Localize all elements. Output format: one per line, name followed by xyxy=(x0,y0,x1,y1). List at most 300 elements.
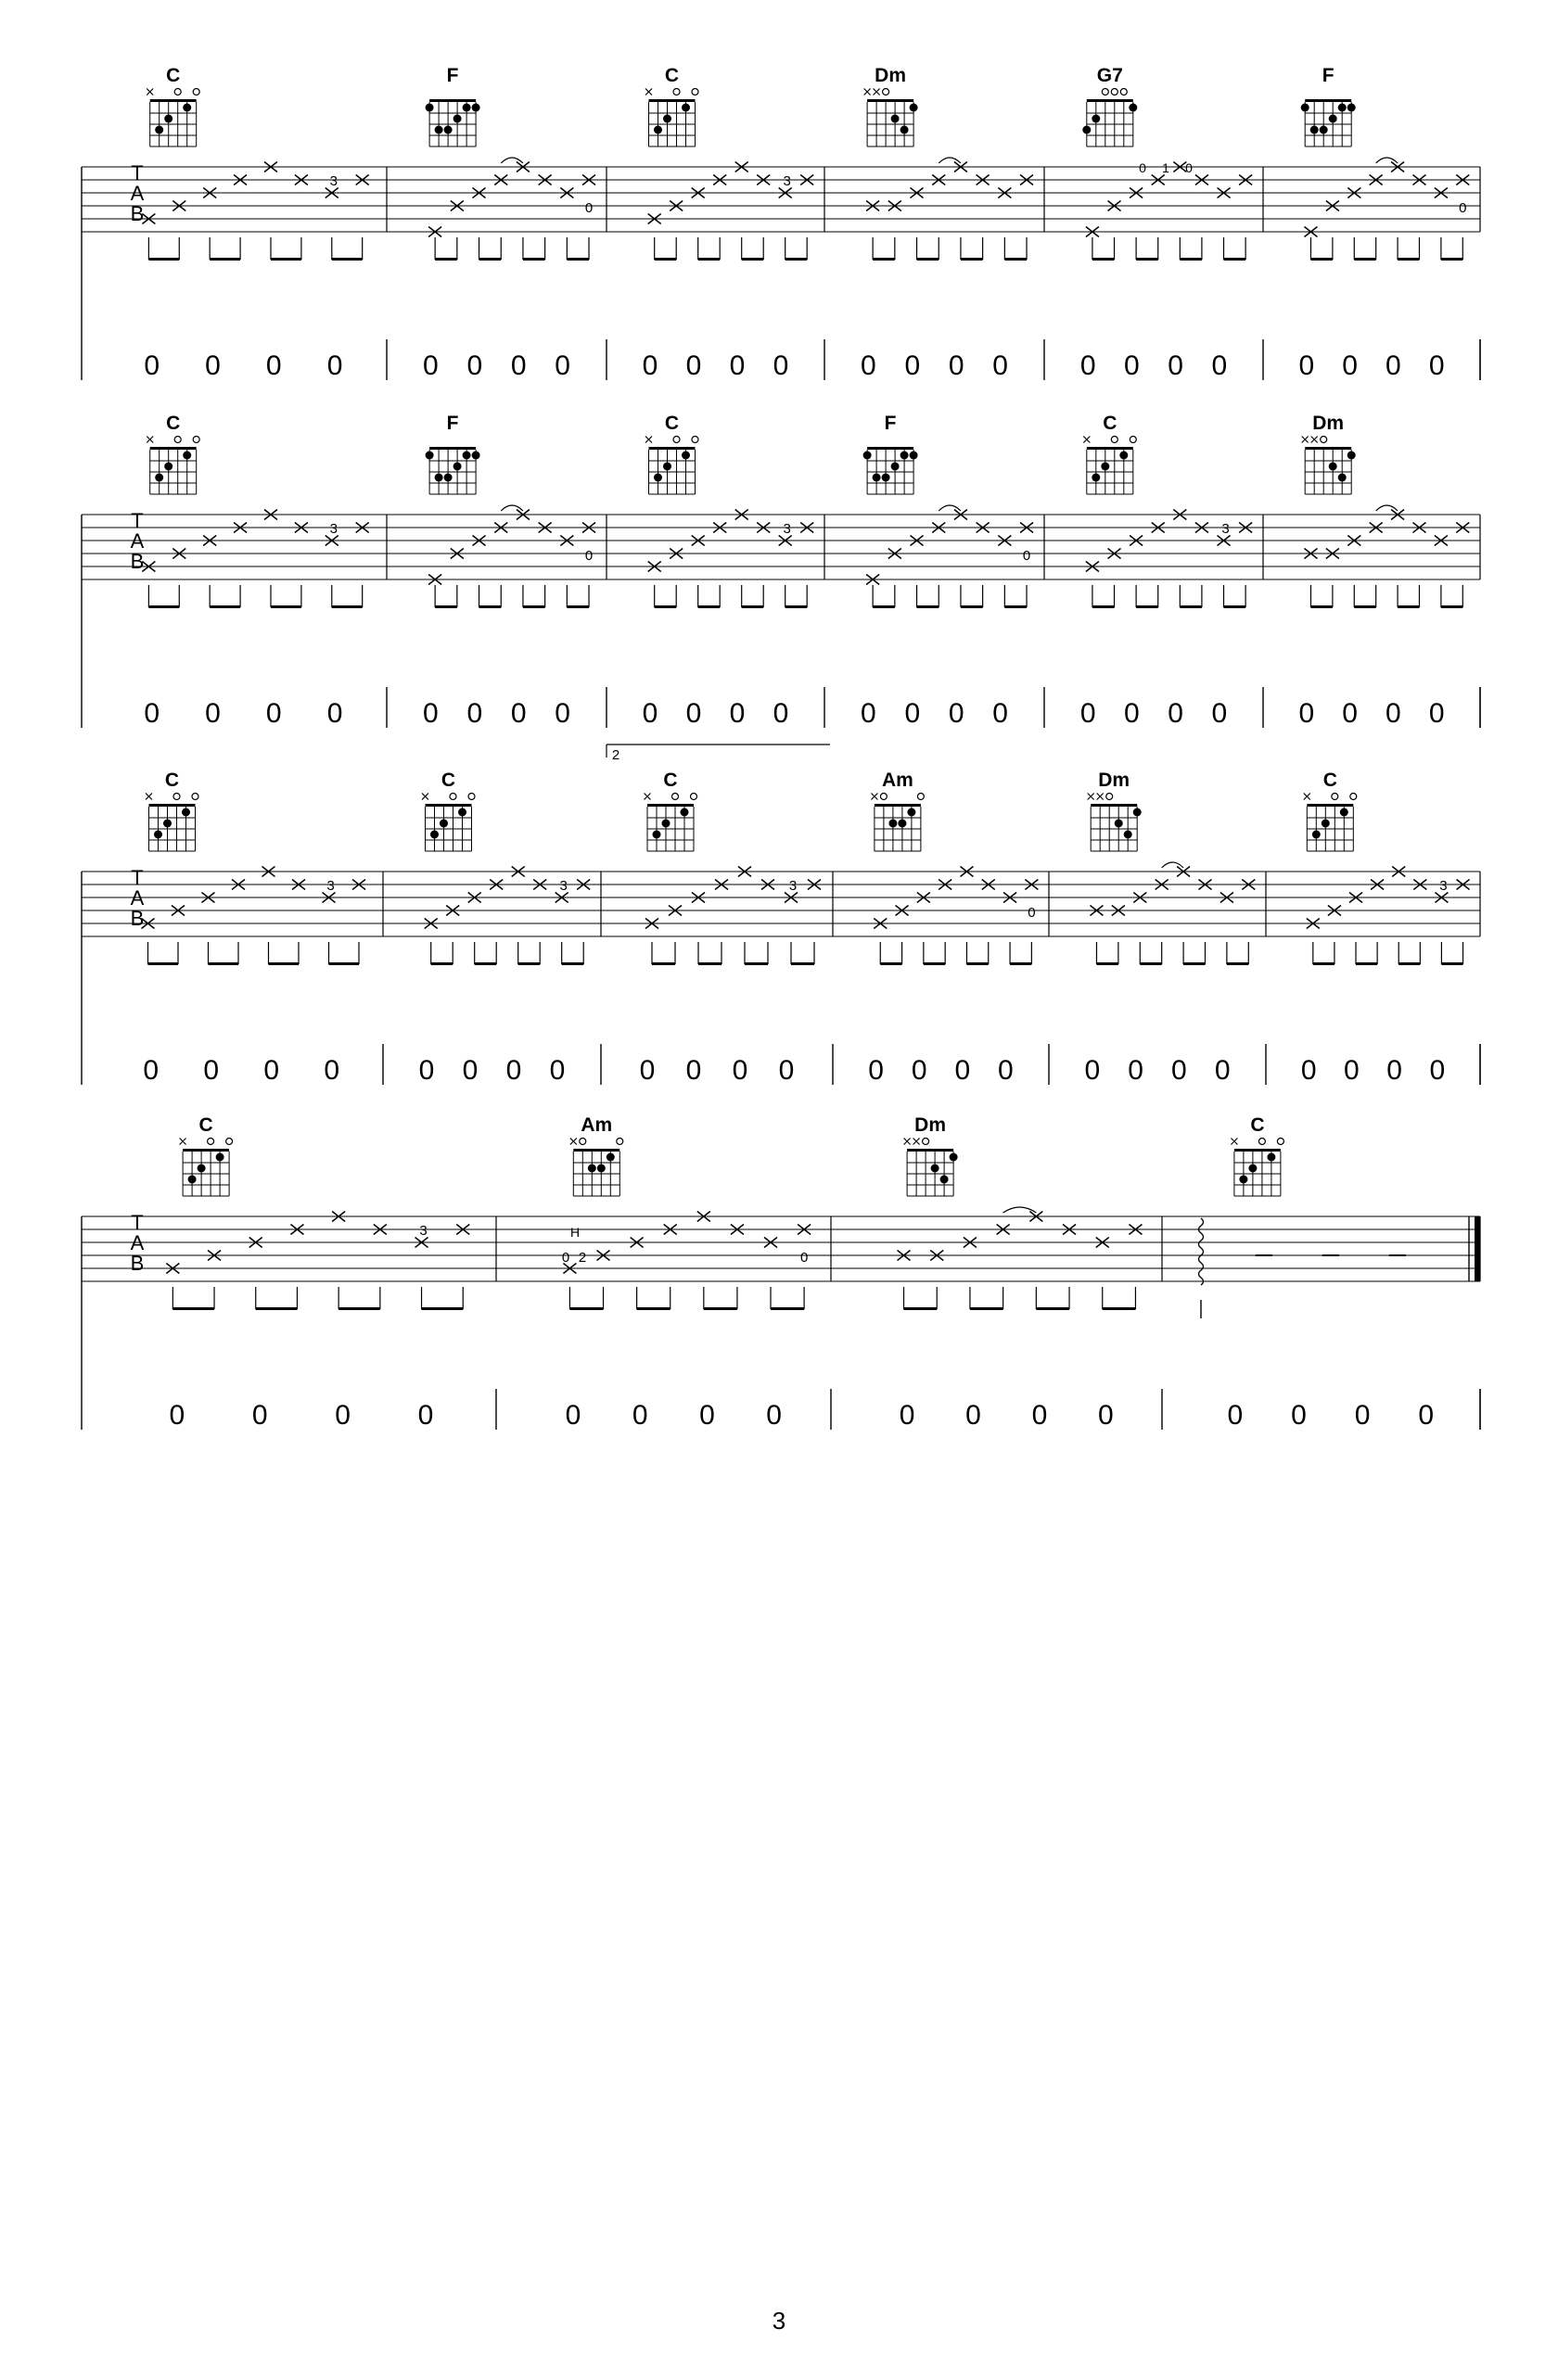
beam xyxy=(435,605,457,608)
chord-finger-dot xyxy=(182,808,190,817)
rhythm-zero: 0 xyxy=(324,1055,340,1086)
beam xyxy=(435,258,457,261)
chord-finger-dot xyxy=(164,115,172,123)
chord-open-string-icon xyxy=(923,1139,929,1145)
chord-nut xyxy=(1087,447,1133,450)
chord-finger-dot xyxy=(898,820,906,828)
chord-name: F xyxy=(884,413,897,434)
rhythm-zero: 0 xyxy=(699,1400,715,1431)
chord-finger-dot xyxy=(891,463,900,471)
chord-finger-dot xyxy=(653,831,661,839)
chord-finger-dot xyxy=(1101,463,1109,471)
chord-open-string-icon xyxy=(880,794,887,800)
chord-name: C xyxy=(166,65,181,86)
chord-finger-dot xyxy=(163,820,172,828)
chord-finger-dot xyxy=(1129,104,1137,112)
rhythm-zero: 0 xyxy=(466,350,483,381)
beam xyxy=(567,258,589,261)
rhythm-zero: 0 xyxy=(423,350,439,381)
tab-fret-number: 0 xyxy=(1185,160,1193,175)
beam xyxy=(1398,962,1420,965)
rhythm-zero: 0 xyxy=(510,698,527,729)
rhythm-zero: 0 xyxy=(555,350,570,381)
rhythm-zero: 0 xyxy=(1298,698,1315,729)
chord-nut xyxy=(867,447,913,450)
tab-clef-letter: B xyxy=(130,202,145,225)
chord-open-string-icon xyxy=(617,1139,623,1145)
beam xyxy=(1398,605,1419,608)
chord-finger-dot xyxy=(1092,474,1100,482)
chord-diagram-c xyxy=(645,65,698,146)
chord-diagram-f xyxy=(1301,65,1356,146)
chord-finger-dot xyxy=(1124,831,1132,839)
rhythm-zero: 0 xyxy=(1124,698,1140,729)
chord-finger-dot xyxy=(444,126,453,134)
rhythm-zero: 0 xyxy=(773,698,789,729)
rhythm-zero: 0 xyxy=(904,350,921,381)
rhythm-zero: 0 xyxy=(685,350,702,381)
beam xyxy=(698,962,722,965)
chord-name: C xyxy=(441,770,456,791)
beam xyxy=(210,605,240,608)
chord-name: F xyxy=(1322,65,1335,86)
chord-finger-dot xyxy=(444,474,453,482)
chord-name: C xyxy=(198,1114,213,1136)
chord-diagram-c xyxy=(1231,1114,1283,1196)
tie-arc xyxy=(1376,505,1398,511)
chord-open-string-icon xyxy=(691,794,697,800)
chord-name: F xyxy=(446,413,459,434)
rhythm-zero: 0 xyxy=(861,698,876,729)
beam xyxy=(271,258,301,261)
tie-arc xyxy=(1162,862,1183,868)
tab-clef-letter: B xyxy=(130,1252,145,1275)
tab-fret-number: 2 xyxy=(578,1250,587,1266)
chord-open-string-icon xyxy=(1111,89,1117,95)
chord-name: C xyxy=(664,65,680,86)
chord-nut xyxy=(429,447,476,450)
tie-arc xyxy=(501,505,523,511)
beam xyxy=(771,1307,804,1310)
chord-muted-string-icon xyxy=(1302,437,1309,443)
rhythm-zero: 0 xyxy=(505,1055,522,1086)
beam xyxy=(567,605,589,608)
beam xyxy=(698,258,721,261)
rhythm-zero: 0 xyxy=(1418,1400,1435,1431)
chord-open-string-icon xyxy=(192,794,198,800)
chord-nut xyxy=(1307,804,1353,807)
chord-finger-dot xyxy=(681,808,689,817)
chord-finger-dot xyxy=(910,452,918,460)
page-number: 3 xyxy=(772,2307,786,2335)
chord-finger-dot xyxy=(1312,831,1321,839)
beam xyxy=(961,605,983,608)
tab-clef-letter: A xyxy=(130,182,145,205)
chord-muted-string-icon xyxy=(913,1139,920,1145)
chord-diagram-f xyxy=(426,65,480,146)
chord-open-string-icon xyxy=(1120,89,1127,95)
chord-open-string-icon xyxy=(1258,1139,1265,1145)
arpeggio-icon xyxy=(1199,1218,1204,1285)
rhythm-zero: 0 xyxy=(642,350,658,381)
chord-nut xyxy=(426,804,472,807)
beam xyxy=(917,605,939,608)
beam xyxy=(518,962,541,965)
chord-nut xyxy=(647,804,694,807)
tab-clef-letter: B xyxy=(130,907,145,930)
beam xyxy=(1004,605,1027,608)
chord-open-string-icon xyxy=(1332,794,1338,800)
chord-finger-dot xyxy=(900,452,909,460)
tab-fret-number: 0 xyxy=(1028,905,1036,921)
rhythm-zero: 0 xyxy=(729,698,746,729)
chord-nut xyxy=(867,99,913,102)
rhythm-zero: 0 xyxy=(685,698,702,729)
chord-diagram-c xyxy=(147,413,199,494)
tie-arc xyxy=(939,505,961,511)
beam xyxy=(256,1307,298,1310)
chord-name: C xyxy=(663,770,678,791)
beam xyxy=(1096,962,1117,965)
rhythm-zero: 0 xyxy=(642,698,658,729)
rhythm-zero: 0 xyxy=(1386,350,1401,381)
beam xyxy=(1036,1307,1069,1310)
beam xyxy=(269,962,300,965)
chord-finger-dot xyxy=(1347,104,1356,112)
rhythm-zero: 0 xyxy=(992,698,1008,729)
beam xyxy=(652,962,675,965)
chord-open-string-icon xyxy=(1277,1139,1283,1145)
rhythm-zero: 0 xyxy=(1428,350,1445,381)
beam xyxy=(698,605,721,608)
chord-diagram-c xyxy=(645,413,698,494)
chord-finger-dot xyxy=(1092,115,1100,123)
chord-open-string-icon xyxy=(1102,89,1108,95)
chord-finger-dot xyxy=(654,474,662,482)
rhythm-zero: 0 xyxy=(265,698,282,729)
beam xyxy=(1398,258,1419,261)
chord-finger-dot xyxy=(910,104,918,112)
beam xyxy=(655,258,677,261)
chord-finger-dot xyxy=(1320,126,1328,134)
beam xyxy=(745,962,768,965)
chord-open-string-icon xyxy=(692,89,698,95)
chord-nut xyxy=(1087,99,1133,102)
rhythm-zero: 0 xyxy=(732,1055,748,1086)
rhythm-zero: 0 xyxy=(418,1055,435,1086)
chord-finger-dot xyxy=(188,1176,197,1184)
chord-nut xyxy=(649,99,696,102)
rhythm-zero: 0 xyxy=(549,1055,566,1086)
rhythm-zero: 0 xyxy=(948,350,964,381)
chord-open-string-icon xyxy=(1350,794,1357,800)
chord-muted-string-icon xyxy=(147,89,153,95)
rhythm-zero: 0 xyxy=(1128,1055,1143,1086)
chord-finger-dot xyxy=(931,1165,939,1173)
rhythm-zero: 0 xyxy=(1211,698,1228,729)
rhythm-zero: 0 xyxy=(1298,350,1315,381)
tie-arc xyxy=(939,158,961,163)
beam xyxy=(475,962,497,965)
chord-diagram-dm xyxy=(1088,770,1142,851)
rhythm-zero: 0 xyxy=(169,1400,185,1431)
rhythm-zero: 0 xyxy=(555,698,570,729)
chord-name: F xyxy=(446,65,459,86)
rhythm-zero: 0 xyxy=(998,1055,1014,1086)
beam xyxy=(148,605,179,608)
rhythm-zero: 0 xyxy=(729,350,746,381)
chord-finger-dot xyxy=(435,126,443,134)
rhythm-zero: 0 xyxy=(954,1055,971,1086)
chord-finger-dot xyxy=(682,452,690,460)
rhythm-zero: 0 xyxy=(965,1400,981,1431)
tab-clef-letter: A xyxy=(130,1231,145,1254)
beam xyxy=(523,605,545,608)
chord-muted-string-icon xyxy=(864,89,871,95)
beam xyxy=(1354,605,1375,608)
chord-finger-dot xyxy=(662,820,670,828)
chord-finger-dot xyxy=(1239,1176,1247,1184)
tab-fret-number: 3 xyxy=(559,878,568,894)
chord-finger-dot xyxy=(682,104,690,112)
chord-finger-dot xyxy=(663,115,671,123)
chord-open-string-icon xyxy=(174,89,181,95)
chord-finger-dot xyxy=(472,104,480,112)
chord-finger-dot xyxy=(873,474,881,482)
tab-fret-number: 0 xyxy=(561,1250,570,1266)
chord-open-string-icon xyxy=(1321,437,1327,443)
beam xyxy=(1010,962,1031,965)
chord-muted-string-icon xyxy=(871,794,877,800)
rhythm-zero: 0 xyxy=(1428,698,1445,729)
hammer-on-label: H xyxy=(569,1225,581,1240)
beam xyxy=(148,258,179,261)
chord-finger-dot xyxy=(463,452,471,460)
chord-finger-dot xyxy=(1329,115,1337,123)
tie-arc xyxy=(501,158,523,163)
rhythm-zero: 0 xyxy=(423,698,439,729)
rhythm-zero: 0 xyxy=(992,350,1008,381)
chord-open-string-icon xyxy=(468,794,475,800)
rhythm-zero: 0 xyxy=(1344,1055,1360,1086)
chord-name: C xyxy=(1103,413,1117,434)
rhythm-zero: 0 xyxy=(144,350,160,381)
chord-finger-dot xyxy=(426,104,434,112)
chord-finger-dot xyxy=(198,1165,206,1173)
rhythm-zero: 0 xyxy=(766,1400,782,1431)
chord-muted-string-icon xyxy=(1097,794,1104,800)
chord-finger-dot xyxy=(940,1176,949,1184)
beam xyxy=(1310,258,1332,261)
beam xyxy=(1136,605,1158,608)
rhythm-zero: 0 xyxy=(861,350,876,381)
rhythm-zero: 0 xyxy=(251,1400,268,1431)
beam xyxy=(1183,962,1205,965)
rhythm-zero: 0 xyxy=(1386,1055,1402,1086)
chord-diagram-c xyxy=(1083,413,1136,494)
beam xyxy=(569,1307,603,1310)
beam xyxy=(338,1307,380,1310)
chord-finger-dot xyxy=(950,1153,958,1162)
chord-name: C xyxy=(166,413,181,434)
tab-fret-number: 3 xyxy=(1221,521,1230,537)
rhythm-zero: 0 xyxy=(1354,1400,1371,1431)
beam xyxy=(904,1307,938,1310)
chord-finger-dot xyxy=(1347,452,1356,460)
beam xyxy=(1140,962,1161,965)
beam xyxy=(1441,962,1462,965)
chord-finger-dot xyxy=(453,463,462,471)
chord-finger-dot xyxy=(588,1165,596,1173)
chord-finger-dot xyxy=(1338,474,1347,482)
tab-clef-letter: A xyxy=(130,529,145,553)
beam xyxy=(1356,962,1377,965)
chord-open-string-icon xyxy=(1111,437,1117,443)
tab-fret-number: 3 xyxy=(1439,878,1448,894)
rhythm-zero: 0 xyxy=(1084,1055,1101,1086)
beam xyxy=(873,258,895,261)
chord-finger-dot xyxy=(164,463,172,471)
beam xyxy=(210,258,240,261)
chord-name: G7 xyxy=(1096,65,1123,86)
chord-open-string-icon xyxy=(193,89,199,95)
chord-muted-string-icon xyxy=(1304,794,1310,800)
beam xyxy=(1310,605,1332,608)
beam xyxy=(917,258,939,261)
tab-clef-letter: T xyxy=(131,866,144,889)
chord-finger-dot xyxy=(155,126,163,134)
beam xyxy=(873,605,895,608)
beam xyxy=(148,962,179,965)
beam xyxy=(1354,258,1375,261)
chord-finger-dot xyxy=(597,1165,606,1173)
chord-name: C xyxy=(1322,770,1337,791)
rhythm-zero: 0 xyxy=(911,1055,927,1086)
chord-muted-string-icon xyxy=(904,1139,911,1145)
chord-finger-dot xyxy=(426,452,434,460)
chord-finger-dot xyxy=(1267,1153,1275,1162)
chord-finger-dot xyxy=(1082,126,1091,134)
tab-fret-number: 3 xyxy=(329,173,338,189)
tab-clef-letter: T xyxy=(131,509,144,532)
chord-diagram-c xyxy=(180,1114,233,1196)
chord-finger-dot xyxy=(463,104,471,112)
chord-muted-string-icon xyxy=(645,794,651,800)
tie-arc xyxy=(1376,158,1398,163)
rhythm-zero: 0 xyxy=(1168,350,1183,381)
chord-open-string-icon xyxy=(1130,437,1136,443)
beam xyxy=(479,605,502,608)
beam xyxy=(422,1307,464,1310)
beam xyxy=(1313,962,1335,965)
beam xyxy=(332,258,363,261)
chord-open-string-icon xyxy=(1106,794,1113,800)
chord-nut xyxy=(1305,99,1351,102)
tab-clef-letter: T xyxy=(131,161,144,185)
chord-nut xyxy=(150,99,197,102)
chord-nut xyxy=(149,804,196,807)
chord-name: Dm xyxy=(1098,770,1130,791)
chord-finger-dot xyxy=(183,452,191,460)
chord-nut xyxy=(1091,804,1137,807)
chord-nut xyxy=(1234,1149,1281,1152)
rhythm-zero: 0 xyxy=(685,1055,702,1086)
chord-finger-dot xyxy=(1133,808,1142,817)
chord-nut xyxy=(429,99,476,102)
chord-open-string-icon xyxy=(580,1139,586,1145)
chord-open-string-icon xyxy=(673,437,680,443)
final-bar-thick xyxy=(1475,1216,1480,1281)
rhythm-zero: 0 xyxy=(510,350,527,381)
chord-diagram-am xyxy=(570,1114,623,1196)
chord-muted-string-icon xyxy=(645,89,652,95)
beam xyxy=(704,1307,737,1310)
rhythm-zero: 0 xyxy=(263,1055,280,1086)
beam xyxy=(562,962,584,965)
beam xyxy=(785,258,808,261)
rhythm-zero: 0 xyxy=(1300,1055,1317,1086)
tab-fret-number: 0 xyxy=(584,548,594,564)
chord-finger-dot xyxy=(1340,808,1348,817)
chord-name: Dm xyxy=(875,65,907,86)
chord-nut xyxy=(907,1149,953,1152)
tab-fret-number: 0 xyxy=(1459,200,1467,216)
beam xyxy=(970,1307,1003,1310)
rhythm-zero: 0 xyxy=(144,698,160,729)
chord-diagram-dm xyxy=(864,65,918,146)
rhythm-zero: 0 xyxy=(335,1400,351,1431)
rhythm-zero: 0 xyxy=(326,698,343,729)
beam xyxy=(742,258,764,261)
tab-fret-number: 3 xyxy=(326,878,335,894)
chord-diagram-c xyxy=(146,770,198,851)
chord-muted-string-icon xyxy=(1231,1139,1237,1145)
beam xyxy=(523,258,545,261)
rhythm-zero: 0 xyxy=(326,350,343,381)
chord-name: C xyxy=(164,770,180,791)
rhythm-zero: 0 xyxy=(462,1055,479,1086)
beam xyxy=(880,962,901,965)
chord-diagram-g7 xyxy=(1082,65,1137,146)
beam xyxy=(1092,258,1115,261)
beam xyxy=(1227,962,1248,965)
rhythm-zero: 0 xyxy=(1227,1400,1244,1431)
tab-fret-number: 0 xyxy=(1139,160,1146,175)
chord-finger-dot xyxy=(863,452,872,460)
rhythm-zero: 0 xyxy=(639,1055,656,1086)
chord-diagram-f xyxy=(863,413,918,494)
rhythm-zero: 0 xyxy=(632,1400,648,1431)
chord-muted-string-icon xyxy=(147,437,153,443)
chord-finger-dot xyxy=(1248,1165,1257,1173)
chord-name: Dm xyxy=(914,1114,947,1136)
beam xyxy=(1092,605,1115,608)
chord-diagram-c xyxy=(645,770,697,851)
chord-finger-dot xyxy=(654,126,662,134)
beam xyxy=(1441,258,1462,261)
chord-open-string-icon xyxy=(692,437,698,443)
chord-finger-dot xyxy=(882,474,890,482)
beam xyxy=(1224,605,1246,608)
chord-finger-dot xyxy=(900,126,909,134)
rhythm-zero: 0 xyxy=(143,1055,160,1086)
chord-diagram-f xyxy=(426,413,480,494)
chord-finger-dot xyxy=(1322,820,1330,828)
chord-finger-dot xyxy=(458,808,466,817)
beam xyxy=(655,605,677,608)
tab-fret-number: 3 xyxy=(783,521,791,537)
beam xyxy=(791,962,814,965)
